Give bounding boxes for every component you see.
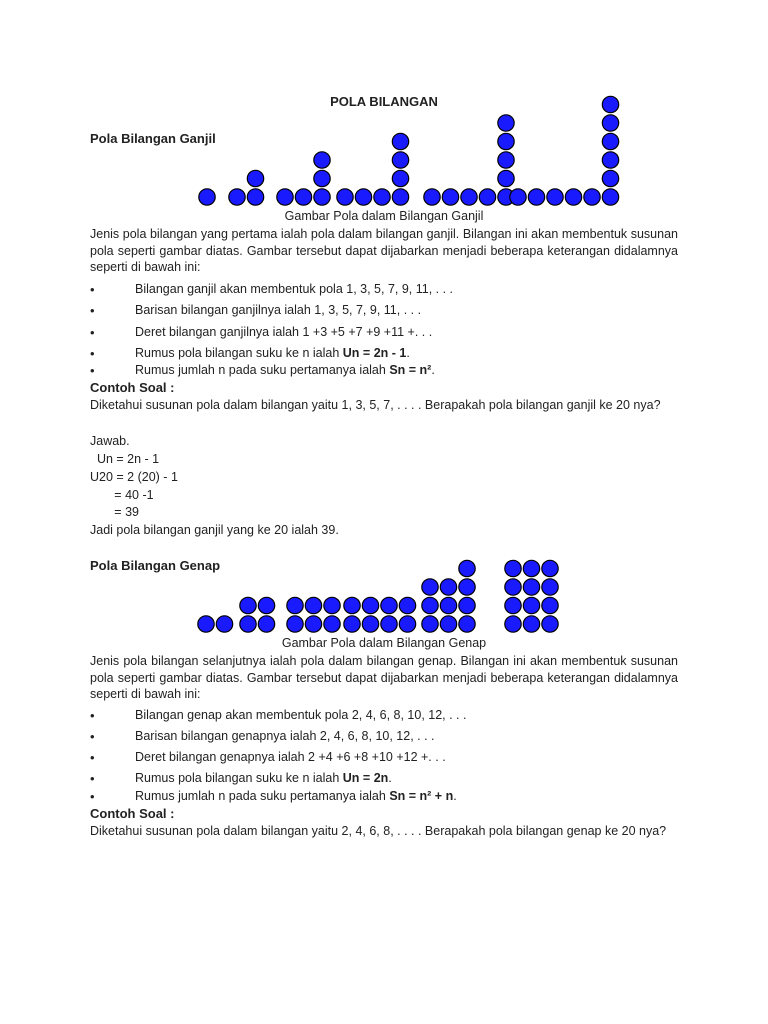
ganjil-pattern-dot [314, 152, 330, 168]
ganjil-pattern-dot [510, 189, 526, 205]
genap-pattern-dot [324, 597, 340, 613]
ganjil-pattern-dot [314, 170, 330, 186]
genap-pattern-dot [399, 597, 415, 613]
genap-pattern-dot [399, 616, 415, 632]
figure-caption-genap: Gambar Pola dalam Bilangan Genap [281, 636, 487, 650]
ganjil-pattern-dot [498, 133, 514, 149]
ganjil-pattern-dot [528, 189, 544, 205]
ganjil-pattern-dot [602, 170, 618, 186]
ganjil-pattern-dot [602, 152, 618, 168]
solution-line: Un = 2n - 1 [90, 452, 160, 466]
ganjil-pattern-dot [355, 189, 371, 205]
genap-pattern-dot [505, 579, 521, 595]
genap-pattern-dot [505, 560, 521, 576]
contoh-soal-label-genap: Contoh Soal : [90, 806, 175, 821]
genap-pattern-dot [305, 616, 321, 632]
genap-pattern-dot [305, 597, 321, 613]
contoh-soal-text-genap: Diketahui susunan pola dalam bilangan yaitu 2, 4, 6, 8, . . . . Berapakah pola bilangan genap ke 20 nya? [90, 824, 667, 838]
genap-pattern-dot [287, 597, 303, 613]
genap-pattern-dot [523, 579, 539, 595]
genap-pattern-dot [324, 616, 340, 632]
ganjil-pattern-dot [547, 189, 563, 205]
genap-pattern-dot [505, 597, 521, 613]
genap-pattern-dot [258, 616, 274, 632]
ganjil-pattern-dot [498, 170, 514, 186]
genap-pattern-dot [422, 579, 438, 595]
genap-pattern-dot [362, 597, 378, 613]
genap-pattern-dot [216, 616, 232, 632]
ganjil-pattern-dot [229, 189, 245, 205]
ganjil-pattern-dot [392, 133, 408, 149]
ganjil-pattern-dot [602, 189, 618, 205]
genap-pattern-dot [459, 597, 475, 613]
genap-pattern-dot [440, 597, 456, 613]
ganjil-pattern-dot [602, 133, 618, 149]
ganjil-pattern-dot [247, 170, 263, 186]
genap-pattern-dot [422, 616, 438, 632]
genap-pattern-dot [258, 597, 274, 613]
genap-pattern-dot [542, 579, 558, 595]
jawab-label: Jawab. [90, 434, 130, 448]
intro-paragraph-ganjil: Jenis pola bilangan yang pertama ialah pola dalam bilangan ganjil. Bilangan ini akan membentuk susunan pola seperti gambar diatas. Gambar tersebut dapat dijabarkan menjadi beberapa keterangan didalamnya seperti di bawah ini: [90, 227, 678, 274]
ganjil-pattern-dot [498, 115, 514, 131]
ganjil-pattern-dot [442, 189, 458, 205]
ganjil-pattern-dot [392, 152, 408, 168]
section-heading-genap: Pola Bilangan Genap [90, 558, 221, 573]
solution-line: = 39 [90, 505, 139, 519]
genap-pattern-dot [459, 560, 475, 576]
genap-pattern-dot [422, 597, 438, 613]
conclusion-text: Jadi pola bilangan ganjil yang ke 20 ialah 39. [90, 523, 339, 537]
genap-pattern-dot [362, 616, 378, 632]
genap-pattern-dot [344, 616, 360, 632]
genap-pattern-dot [440, 616, 456, 632]
ganjil-pattern-dot [199, 189, 215, 205]
ganjil-pattern-dot [295, 189, 311, 205]
genap-pattern-dot [240, 616, 256, 632]
genap-pattern-dot [287, 616, 303, 632]
contoh-soal-text-ganjil: Diketahui susunan pola dalam bilangan yaitu 1, 3, 5, 7, . . . . Berapakah pola bilangan ganjil ke 20 nya? [90, 398, 661, 412]
genap-pattern-dot [381, 597, 397, 613]
genap-pattern-dot [344, 597, 360, 613]
ganjil-pattern-dot [247, 189, 263, 205]
genap-pattern-dot [198, 616, 214, 632]
genap-pattern-dot [523, 560, 539, 576]
genap-pattern-dot [459, 579, 475, 595]
ganjil-pattern-dot [337, 189, 353, 205]
ganjil-pattern-dot [374, 189, 390, 205]
genap-pattern-dot [240, 597, 256, 613]
ganjil-pattern-dot [314, 189, 330, 205]
page-title: POLA BILANGAN [330, 94, 438, 109]
solution-line: = 40 -1 [90, 488, 154, 502]
ganjil-pattern-dot [392, 189, 408, 205]
ganjil-pattern-dot [392, 170, 408, 186]
ganjil-pattern-dot [602, 115, 618, 131]
ganjil-pattern-dot [479, 189, 495, 205]
genap-pattern-dot [459, 616, 475, 632]
figure-caption-ganjil: Gambar Pola dalam Bilangan Ganjil [284, 209, 484, 223]
ganjil-pattern-dot [565, 189, 581, 205]
solution-line: U20 = 2 (20) - 1 [90, 470, 178, 484]
ganjil-pattern-dot [461, 189, 477, 205]
genap-pattern-dot [542, 560, 558, 576]
genap-pattern-dot [542, 616, 558, 632]
ganjil-pattern-dot [424, 189, 440, 205]
ganjil-pattern-dot [498, 152, 514, 168]
genap-pattern-dot [523, 597, 539, 613]
contoh-soal-label-ganjil: Contoh Soal : [90, 380, 175, 395]
genap-pattern-dot [381, 616, 397, 632]
genap-pattern-dot [505, 616, 521, 632]
genap-pattern-dot [523, 616, 539, 632]
genap-pattern-dot [440, 579, 456, 595]
ganjil-pattern-dot [277, 189, 293, 205]
intro-paragraph-genap: Jenis pola bilangan selanjutnya ialah pola dalam bilangan genap. Bilangan ini akan membentuk susunan pola seperti gambar diatas. Gambar tersebut dapat dijabarkan menjadi beberapa keterangan didalamnya seperti di bawah ini: [90, 654, 678, 701]
genap-pattern-dot [542, 597, 558, 613]
ganjil-pattern-dot [584, 189, 600, 205]
section-heading-ganjil: Pola Bilangan Ganjil [90, 131, 216, 146]
